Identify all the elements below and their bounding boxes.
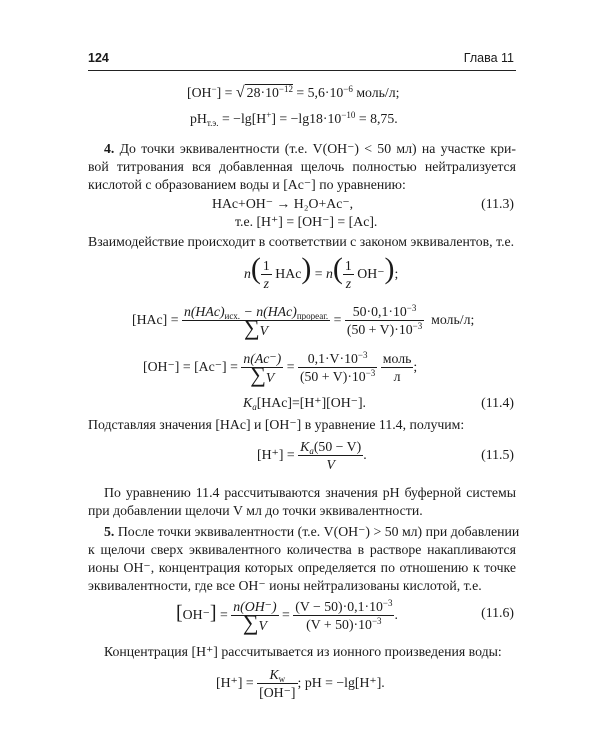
para5-line1: 5. После точки эквивалентности (т.е. V(OH⁻) > 50 мл) при добавлении xyxy=(104,524,520,539)
equation-11-3-condition: т.е. [H⁺] = [OH⁻] = [Ac]. xyxy=(235,214,378,229)
interaction-line: Взаимодействие происходит в соответствии с законом эквивалентов, т.е. xyxy=(88,234,515,249)
running-header xyxy=(88,51,516,69)
oh-unit: моль/л; xyxy=(356,85,400,100)
chapter-title: Глава 11 xyxy=(463,51,514,65)
equation-11-3: HAc+OH⁻ → H₂O+Ac⁻, xyxy=(212,196,354,211)
header-rule xyxy=(88,70,516,71)
equation-ph-equivalence: $pH_{т.э.} = -\lg[H^+] = -\lg 18\cdot 10^{-10} = 8,75$. xyxy=(190,110,398,128)
para5-line3: ионы OH⁻, концентрация которых определяется по отношению к точке xyxy=(88,560,516,575)
para-ph-line1: По уравнению 11.4 рассчитываются значения pH буферной системы xyxy=(104,485,516,500)
para4-line2: вой титрования вся добавленная щелочь полностью нейтрализуется xyxy=(88,159,516,174)
substitution-line: Подставляя значения [HAc] и [OH⁻] в уравнение 11.4, получим: xyxy=(88,417,465,432)
ph-subscript: т.э. xyxy=(206,118,219,128)
para5-line4: эквивалентности, где все OH⁻ ионы нейтрализованы кислотой, т.е. xyxy=(88,578,482,593)
equation-oh-ac: [OH⁻] = [Ac⁻] = $\frac{n(Ac^-)}{\sum V}$ = $\frac{0,1\cdot V\cdot 10^{-3}}{(50 + V)\cdot 10^{-3}}$ моль л ; xyxy=(143,350,418,387)
equation-number-11-5: (11.5) xyxy=(481,447,514,462)
ph-result: = 8,75. xyxy=(358,111,398,126)
sqrt-radicand: 28·10 xyxy=(246,85,279,100)
equation-number-11-3: (11.3) xyxy=(481,196,514,211)
para4-line1: 4. До точки эквивалентности (т.е. V(OH⁻) < 50 мл) на участке кри- xyxy=(104,141,517,156)
equation-11-4: $K_a[HAc]=[H^+][OH^-]$. xyxy=(243,395,367,412)
page-number: 124 xyxy=(88,51,109,65)
equation-11-5: [H⁺] = $\frac{K_a(50 - V)}{V}$ . xyxy=(257,439,367,473)
concentration-line: Концентрация [H⁺] рассчитывается из ионного произведения воды: xyxy=(104,644,502,659)
equation-11-6: [OH⁻] = $\frac{n(OH^-)}{\sum V}$ = $\frac{(V - 50)\cdot 0,1\cdot 10^{-3}}{(V + 50)\cdot 10^{-3}}$ . xyxy=(176,598,398,635)
oh-result: = 5,6·10 xyxy=(296,85,344,100)
equation-kw: [H⁺] = $\frac{K_w}{[OH^-]}$ ; pH = −lg[H⁺]. xyxy=(216,667,385,701)
equation-number-11-6: (11.6) xyxy=(481,605,514,620)
para4-line3: кислотой с образованием воды и [Ac⁻] по уравнению: xyxy=(88,177,406,192)
equation-oh-sqrt: [OH−] = √ $28\cdot 10^{-12} = 5,6\cdot 10^{-6}$ моль/л; xyxy=(187,84,400,101)
para5-line2: к щелочи сверх эквивалентного количества в растворе накапливаются xyxy=(88,542,516,557)
equation-equivalents: n( $\frac{1}{z}$ HAc) = n( $\frac{1}{z}$ OH⁻); xyxy=(244,252,399,292)
para-ph-line2: при добавлении щелочи V мл до точки эквивалентности. xyxy=(88,503,423,518)
equation-hac: [HAc] = $n(HAc)_{исх.} - n(HAc)_{прореаг.}$ ∑V = $\frac{50\cdot 0,1\cdot 10^{-3}}{(50 + V)\cdot 10^{-3}}$ моль/л; xyxy=(132,303,475,340)
equation-number-11-4: (11.4) xyxy=(481,395,514,410)
